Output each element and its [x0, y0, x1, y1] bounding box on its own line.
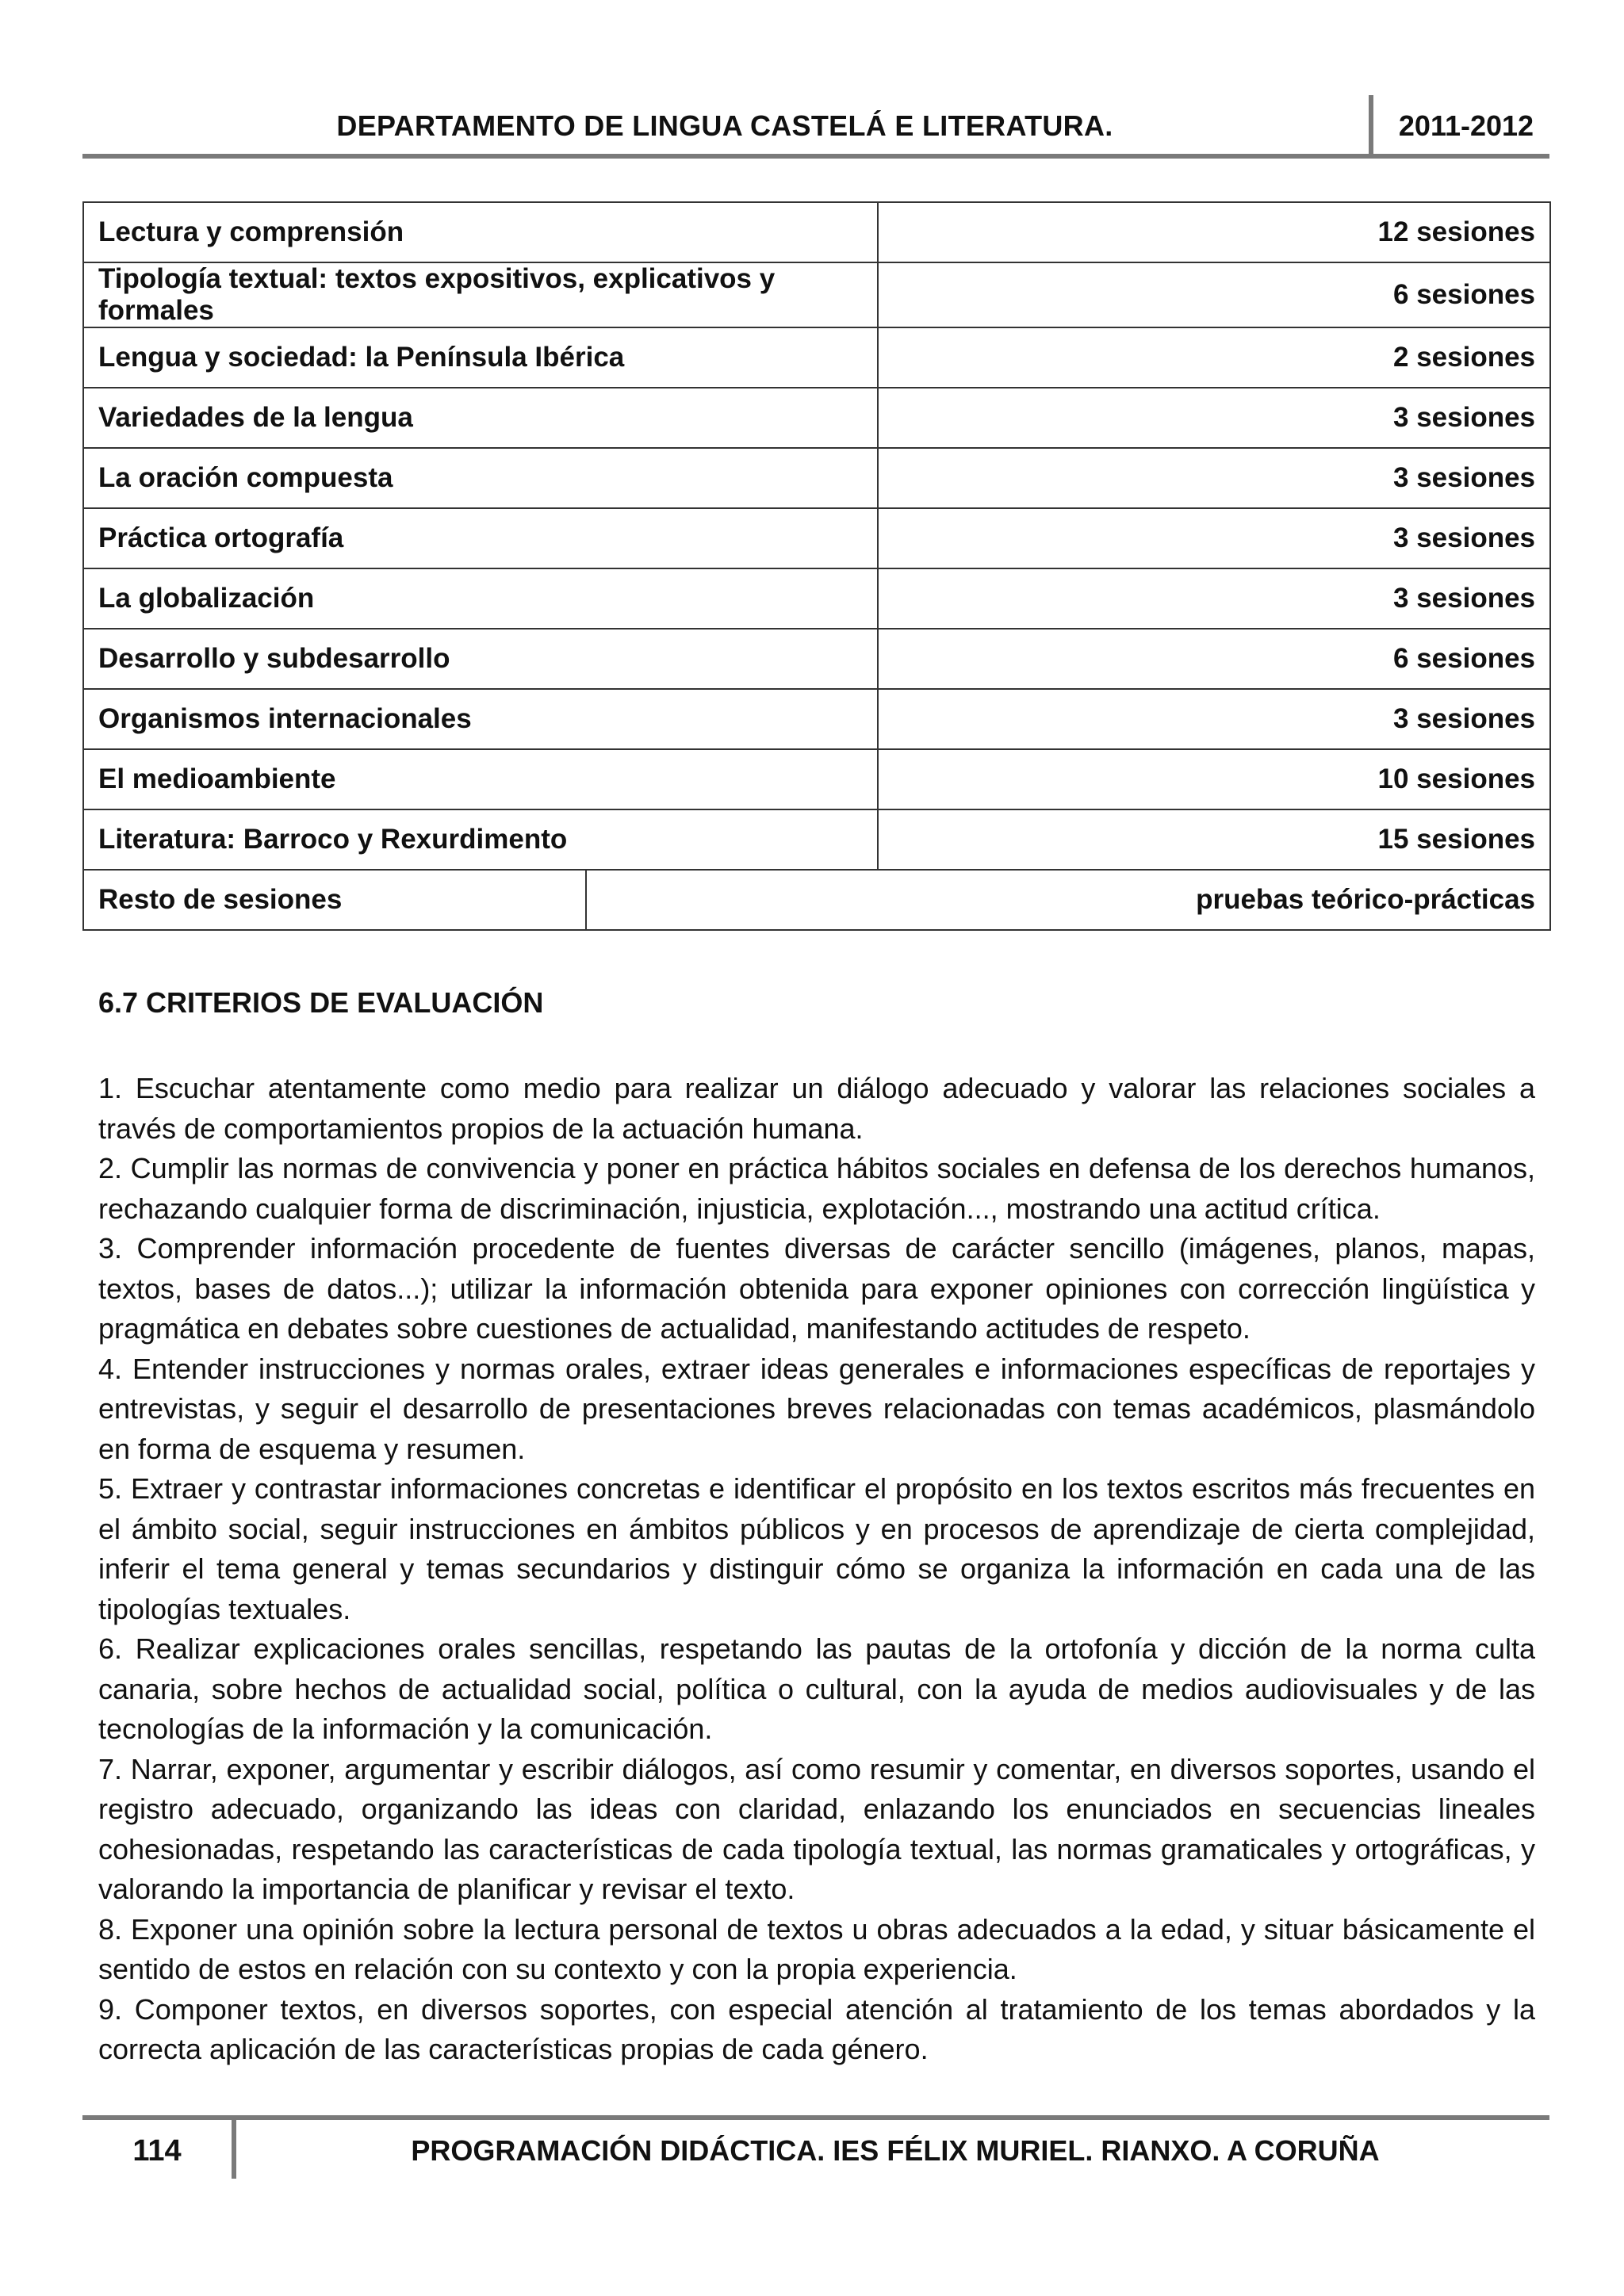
footer-divider — [232, 2115, 236, 2179]
criterion: 6. Realizar explicaciones orales sencillas, respetando las pautas de la ortofonía y dicción de la norma culta canaria, sobre hechos de actualidad social, política o cultural, con la ayuda de medios audiovisuales y de las tecnologías de la información y la comunicación. — [98, 1632, 1535, 1745]
table-row — [83, 568, 1550, 629]
sessions-cell: 2 sesiones — [878, 327, 1550, 388]
sessions-cell: 3 sesiones — [878, 448, 1550, 508]
criterion: 7. Narrar, exponer, argumentar y escribir diálogos, así como resumir y comentar, en diversos soportes, usando el registro adecuado, organizando las ideas con claridad, enlazando los enunciados en secuencias lineales cohesionadas, respetando las características de cada tipología textual, las normas gramaticales y ortográficas, y valorando la importancia de planificar y revisar el texto. — [98, 1752, 1535, 1905]
table-row — [83, 327, 1550, 388]
topic-cell: Literatura: Barroco y Rexurdimento — [83, 809, 878, 870]
topic-cell: Resto de sesiones — [83, 870, 586, 930]
table-row — [83, 202, 1550, 262]
section-title: 6.7 CRITERIOS DE EVALUACIÓN — [98, 986, 544, 1019]
criteria-list — [98, 1069, 1535, 2070]
academic-year: 2011-2012 — [1398, 109, 1534, 142]
header-rule — [82, 154, 1549, 159]
table-row — [83, 689, 1550, 749]
sessions-cell: 3 sesiones — [878, 508, 1550, 568]
table-row — [83, 262, 1550, 327]
table-row — [83, 809, 1550, 870]
topic-cell: Variedades de la lengua — [83, 388, 878, 448]
topic-cell: Lectura y comprensión — [83, 202, 878, 262]
header-divider — [1369, 95, 1373, 159]
sessions-cell: 6 sesiones — [878, 262, 1550, 327]
topic-cell: Lengua y sociedad: la Península Ibérica — [83, 327, 878, 388]
sessions-cell: 10 sesiones — [878, 749, 1550, 809]
sessions-cell: 3 sesiones — [878, 689, 1550, 749]
topic-cell: El medioambiente — [83, 749, 878, 809]
criterion: 1. Escuchar atentamente como medio para realizar un diálogo adecuado y valorar las relaciones sociales a través de comportamientos propios de la actuación humana. — [98, 1072, 1535, 1145]
sessions-cell: 3 sesiones — [878, 388, 1550, 448]
criterion: 5. Extraer y contrastar informaciones concretas e identificar el propósito en los textos escritos más frecuentes en el ámbito social, seguir instrucciones en ámbitos públicos y en procesos de aprendizaje de cierta complejidad, inferir el tema general y temas secundarios y distinguir cómo se organiza la información en cada una de las tipologías textuales. — [98, 1472, 1535, 1625]
page-number: 114 — [132, 2134, 182, 2168]
topic-cell: La globalización — [83, 568, 878, 629]
sessions-cell: 6 sesiones — [878, 629, 1550, 689]
criterion: 4. Entender instrucciones y normas orales, extraer ideas generales e informaciones específicas de reportajes y entrevistas, y seguir el desarrollo de presentaciones breves relacionadas con temas académicos, plasmándolo en forma de esquema y resumen. — [98, 1352, 1535, 1465]
table-row — [83, 629, 1550, 689]
table-row — [83, 508, 1550, 568]
page-header — [82, 95, 1549, 159]
criterion: 9. Componer textos, en diversos soportes, con especial atención al tratamiento de los temas abordados y la correcta aplicación de las características propias de cada género. — [98, 1992, 1535, 2065]
sessions-cell: 3 sesiones — [878, 568, 1550, 629]
table-row — [83, 749, 1550, 809]
footer-rule — [82, 2115, 1549, 2120]
criterion: 8. Exponer una opinión sobre la lectura personal de textos u obras adecuados a la edad, y situar básicamente el sentido de estos en relación con su contexto y con la propia experiencia. — [98, 1912, 1535, 1985]
topic-cell: La oración compuesta — [83, 448, 878, 508]
sessions-table — [82, 201, 1551, 931]
table-row-last — [83, 870, 1550, 930]
topic-cell: Práctica ortografía — [83, 508, 878, 568]
footer-title: PROGRAMACIÓN DIDÁCTICA. IES FÉLIX MURIEL. RIANXO. A CORUÑA — [411, 2134, 1380, 2167]
sessions-cell: 12 sesiones — [878, 202, 1550, 262]
topic-cell: Desarrollo y subdesarrollo — [83, 629, 878, 689]
criterion: 2. Cumplir las normas de convivencia y poner en práctica hábitos sociales en defensa de los derechos humanos, rechazando cualquier forma de discriminación, injusticia, explotación..., mostrando una actitud crítica. — [98, 1152, 1535, 1225]
sessions-cell: pruebas teórico-prácticas — [586, 870, 1550, 930]
table-row — [83, 448, 1550, 508]
table-row — [83, 388, 1550, 448]
sessions-cell: 15 sesiones — [878, 809, 1550, 870]
topic-cell: Organismos internacionales — [83, 689, 878, 749]
criterion: 3. Comprender información procedente de fuentes diversas de carácter sencillo (imágenes, planos, mapas, textos, bases de datos...); utilizar la información obtenida para exponer opiniones con corrección lingüística y pragmática en debates sobre cuestiones de actualidad, manifestando actitudes de respeto. — [98, 1232, 1535, 1345]
department-title: DEPARTAMENTO DE LINGUA CASTELÁ E LITERATURA. — [336, 109, 1113, 142]
topic-cell: Tipología textual: textos expositivos, explicativos y formales — [83, 262, 878, 327]
page-footer — [82, 2115, 1549, 2179]
